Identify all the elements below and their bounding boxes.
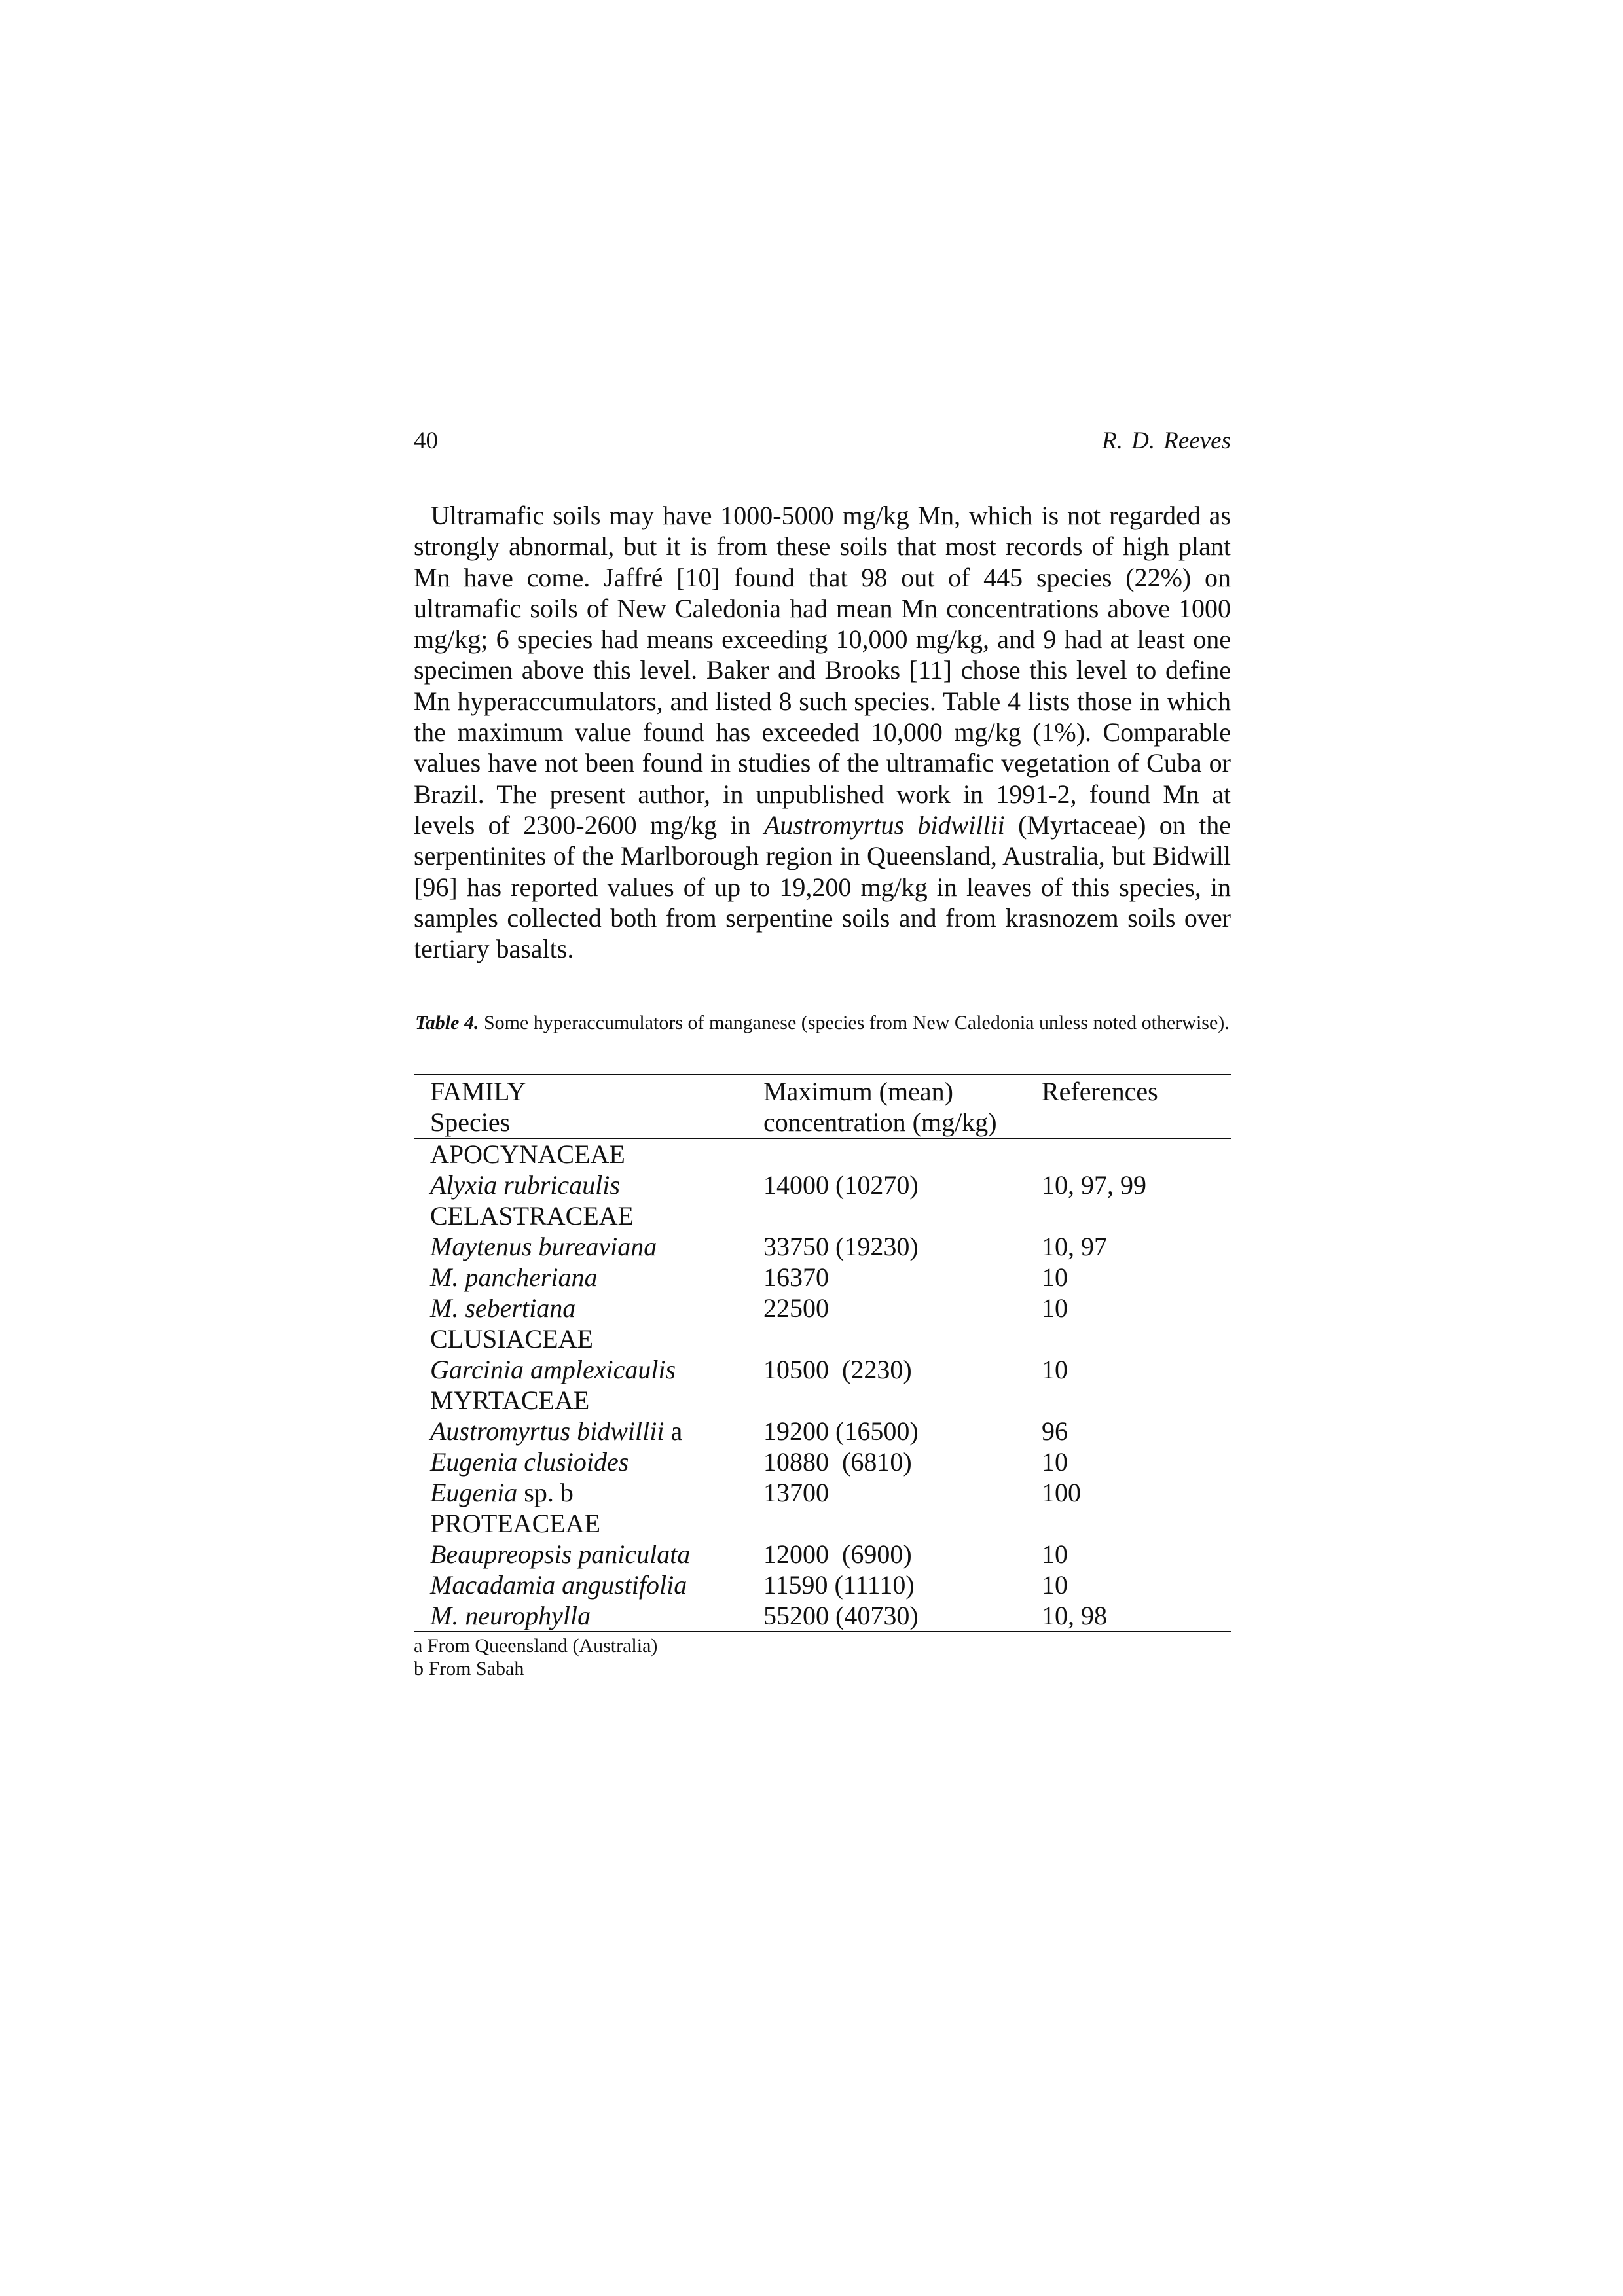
cell-concentration: [763, 1200, 1042, 1231]
cell-references: 96: [1042, 1416, 1068, 1446]
page-number: 40: [414, 427, 438, 454]
table-container: [414, 1074, 1231, 1632]
table-footnotes: [414, 1634, 657, 1680]
table-row: [414, 1385, 1231, 1416]
table-row: [414, 1262, 1231, 1293]
cell-species: [414, 1446, 763, 1477]
cell-concentration: 19200 (16500): [763, 1416, 919, 1446]
table-header-row-2: [414, 1107, 1231, 1138]
table-row: [414, 1231, 1231, 1262]
cell-concentration: 10880 (6810): [763, 1447, 912, 1477]
cell-references: 10: [1042, 1570, 1068, 1600]
cell-concentration: [763, 1508, 1042, 1539]
header-maximum: Maximum (mean): [763, 1075, 1042, 1107]
table-caption-label: Table 4.: [415, 1012, 479, 1033]
cell-species: [414, 1539, 763, 1570]
table-row: [414, 1508, 1231, 1539]
cell-references: [1042, 1138, 1231, 1170]
table-row: [414, 1477, 1231, 1508]
species-name: Austromyrtus bidwillii: [430, 1416, 665, 1446]
cell-species: [414, 1600, 763, 1632]
cell-species: [414, 1262, 763, 1293]
species-name: Eugenia clusioides: [430, 1447, 629, 1477]
table-row: [414, 1200, 1231, 1231]
cell-references: 10: [1042, 1355, 1068, 1384]
table-header: [414, 1075, 1231, 1138]
table-row: [414, 1170, 1231, 1200]
cell-references: [1042, 1508, 1231, 1539]
cell-species: [414, 1477, 763, 1508]
body-paragraph: [414, 500, 1231, 964]
cell-references: [1042, 1323, 1231, 1354]
species-name: M. pancheriana: [430, 1263, 598, 1292]
table-body: [414, 1138, 1231, 1632]
species-note-marker: a: [664, 1416, 683, 1446]
cell-species: [414, 1293, 763, 1323]
footnote-b: b From Sabah: [414, 1658, 524, 1679]
table-row: [414, 1293, 1231, 1323]
table-row: [414, 1323, 1231, 1354]
cell-concentration: 10500 (2230): [763, 1355, 912, 1384]
cell-concentration: 11590 (11110): [763, 1570, 915, 1600]
cell-references: 10: [1042, 1293, 1068, 1323]
cell-references: 10, 97: [1042, 1232, 1107, 1261]
table-header-row-1: [414, 1075, 1231, 1107]
table-caption: [414, 1011, 1231, 1034]
header-species: Species: [414, 1107, 763, 1138]
cell-family: CLUSIACEAE: [430, 1324, 593, 1354]
paragraph-text-part1: Ultramafic soils may have 1000-5000 mg/kg Mn, which is not regarded as strongly abnormal, but it is from these soils that most records of high plant Mn have come. Jaffré [10] found that 98 out of 445 species (22%) on ultramafic soils of New Caledonia had mean Mn concentrations above 1000 mg/kg; 6 species had means exceeding 10,000 mg/kg, and 9 had at least one specimen above this level. Baker and Brooks [11] chose this level to define Mn hyperaccumulators, and listed 8 such species. Table 4 lists those in which the maximum value found has exceeded 10,000 mg/kg (1%). Comparable values have not been found in studies of the ultramafic vegetation of Cuba or Brazil. The present author, in unpublished work in 1991-2, found Mn at levels of 2300-2600 mg/kg in: [414, 501, 1231, 840]
cell-concentration: 33750 (19230): [763, 1232, 919, 1261]
cell-species: [414, 1416, 763, 1446]
table-row: [414, 1416, 1231, 1446]
header-family: FAMILY: [414, 1075, 763, 1107]
cell-family: MYRTACEAE: [430, 1386, 590, 1415]
cell-concentration: [763, 1323, 1042, 1354]
cell-concentration: [763, 1138, 1042, 1170]
cell-concentration: 16370: [763, 1263, 829, 1292]
running-head: R. D. Reeves: [1101, 427, 1231, 454]
table-row: [414, 1570, 1231, 1600]
cell-species: [414, 1231, 763, 1262]
cell-references: 10: [1042, 1539, 1068, 1569]
header-concentration: concentration (mg/kg): [763, 1107, 1042, 1138]
species-name: Macadamia angustifolia: [430, 1570, 687, 1600]
footnote-a: a From Queensland (Australia): [414, 1635, 658, 1657]
cell-concentration: 14000 (10270): [763, 1170, 919, 1200]
table-row: [414, 1539, 1231, 1570]
table-row: [414, 1600, 1231, 1632]
species-name: Garcinia amplexicaulis: [430, 1355, 676, 1384]
cell-references: [1042, 1385, 1231, 1416]
paragraph-text-part2: (Myrtaceae) on the serpentinites of the Marlborough region in Queensland, Australia, but Bidwill [96] has reported values of up to 19,200 mg/kg in leaves of this species, in samples collected both from serpentine soils and from krasnozem soils over tertiary basalts.: [414, 810, 1231, 964]
table-row: [414, 1354, 1231, 1385]
paragraph-species-name: Austromyrtus bidwillii: [763, 810, 1005, 840]
species-note-marker: sp. b: [517, 1478, 574, 1507]
cell-species: [414, 1170, 763, 1200]
table-caption-text: Some hyperaccumulators of manganese (species from New Caledonia unless noted otherwise).: [479, 1012, 1230, 1033]
cell-references: 10: [1042, 1263, 1068, 1292]
header-empty: [1042, 1107, 1231, 1138]
cell-concentration: 12000 (6900): [763, 1539, 912, 1569]
cell-species: [414, 1354, 763, 1385]
species-name: Beaupreopsis paniculata: [430, 1539, 691, 1569]
cell-references: 10: [1042, 1447, 1068, 1477]
species-name: Eugenia: [430, 1478, 518, 1507]
cell-concentration: [763, 1385, 1042, 1416]
cell-family: APOCYNACEAE: [430, 1139, 625, 1169]
cell-concentration: 22500: [763, 1293, 829, 1323]
species-name: M. sebertiana: [430, 1293, 576, 1323]
cell-references: [1042, 1200, 1231, 1231]
hyperaccumulator-table: [414, 1074, 1231, 1632]
species-name: M. neurophylla: [430, 1601, 591, 1630]
cell-family: CELASTRACEAE: [430, 1201, 634, 1230]
cell-references: 100: [1042, 1478, 1081, 1507]
table-row: [414, 1446, 1231, 1477]
cell-concentration: 55200 (40730): [763, 1600, 1042, 1632]
cell-species: [414, 1570, 763, 1600]
table-row: [414, 1138, 1231, 1170]
cell-references: 10, 98: [1042, 1600, 1231, 1632]
cell-references: 10, 97, 99: [1042, 1170, 1146, 1200]
cell-family: PROTEACEAE: [430, 1509, 600, 1538]
species-name: Alyxia rubricaulis: [430, 1170, 620, 1200]
header-references: References: [1042, 1075, 1231, 1107]
species-name: Maytenus bureaviana: [430, 1232, 657, 1261]
cell-concentration: 13700: [763, 1478, 829, 1507]
